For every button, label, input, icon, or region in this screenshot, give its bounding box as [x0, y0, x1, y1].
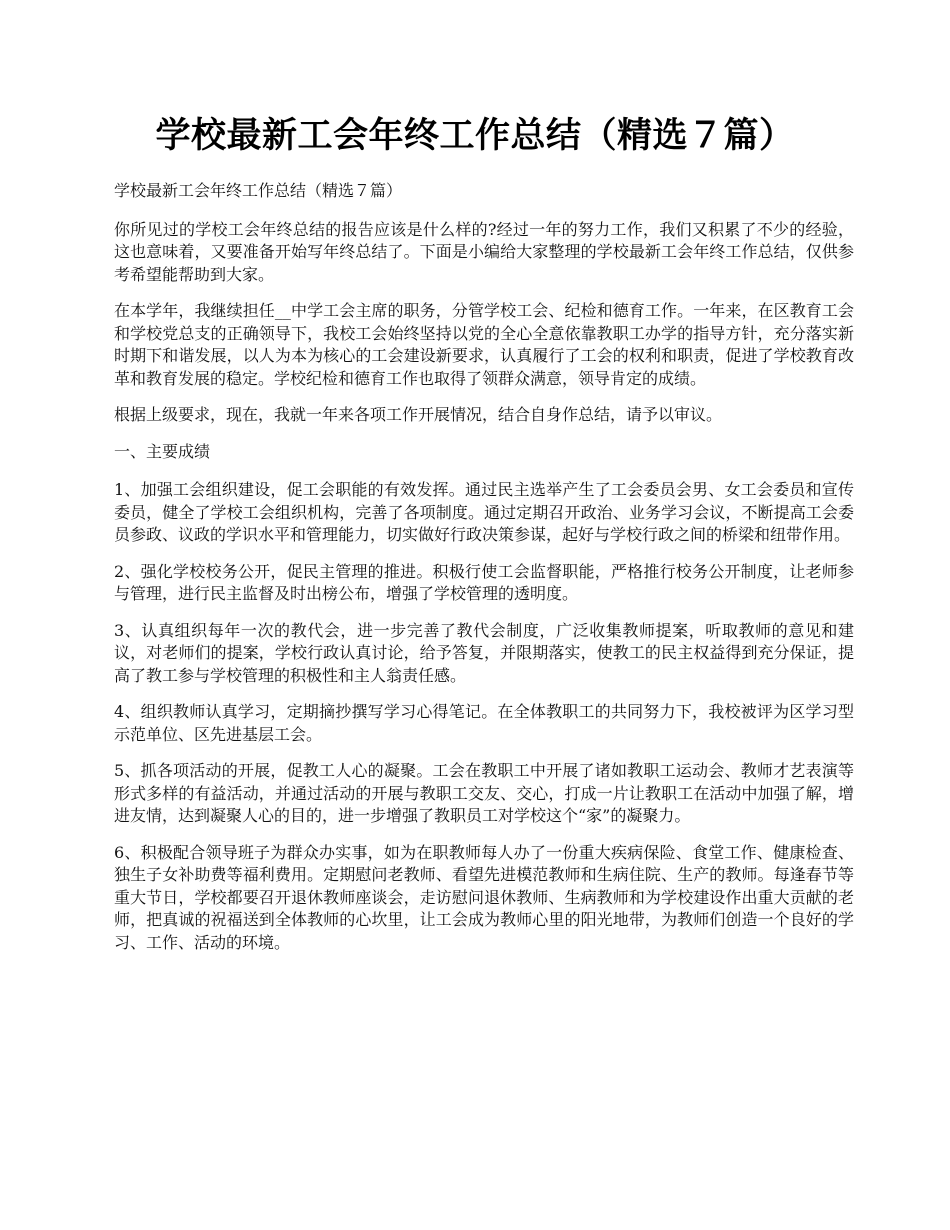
- document-subtitle: 学校最新工会年终工作总结（精选７篇）: [114, 181, 403, 200]
- achievement-item-5: 5、抓各项活动的开展，促教工人心的凝聚。工会在教职工中开展了诸如教职工运动会、教师才艺表演等形式多样的有益活动，并通过活动的开展与教职工交友、交心，打成一片让教职工在活动中加强了解，增进友情，达到凝聚人心的目的，进一步增强了教职员工对学校这个“家”的凝聚力。: [114, 761, 854, 825]
- achievement-item-2: 2、强化学校校务公开，促民主管理的推进。积极行使工会监督职能，严格推行校务公开制度，让老师参与管理，进行民主监督及时出榜公布，增强了学校管理的透明度。: [114, 561, 854, 603]
- overview-paragraph: 在本学年，我继续担任__中学工会主席的职务，分管学校工会、纪检和德育工作。一年来，在区教育工会和学校党总支的正确领导下，我校工会始终坚持以党的全心全意依靠教职工办学的指导方针，充分落实新时期下和谐发展，以人为本为核心的工会建设新要求，认真履行了工会的权利和职责，促进了学校教育改革和教育发展的稳定。学校纪检和德育工作也取得了领群众满意，领导肯定的成绩。: [114, 301, 854, 388]
- intro-paragraph: 你所见过的学校工会年终总结的报告应该是什么样的?经过一年的努力工作，我们又积累了不少的经验，这也意味着，又要准备开始写年终总结了。下面是小编给大家整理的学校最新工会年终工作总结，仅供参考希望能帮助到大家。: [114, 219, 854, 284]
- section-heading: 一、主要成绩: [114, 441, 211, 461]
- document-title: 学校最新工会年终工作总结（精选７篇）: [155, 115, 795, 156]
- document-body: [114, 180, 854, 968]
- achievement-item-1: 1、加强工会组织建设，促工会职能的有效发挥。通过民主选举产生了工会委员会男、女工会委员和宣传委员，健全了学校工会组织机构，完善了各项制度。通过定期召开政治、业务学习会议，不断提高工会委员参政、议政的学识水平和管理能力，切实做好行政决策参谋，起好与学校行政之间的桥梁和纽带作用。: [114, 480, 854, 544]
- achievement-item-3: 3、认真组织每年一次的教代会，进一步完善了教代会制度，广泛收集教师提案，听取教师的意见和建议，对老师们的提案，学校行政认真讨论，给予答复，并限期落实，使教工的民主权益得到充分保证，提高了教工参与学校管理的积极性和主人翁责任感。: [114, 620, 854, 685]
- achievement-item-4: 4、组织教师认真学习，定期摘抄撰写学习心得笔记。在全体教职工的共同努力下，我校被评为区学习型示范单位、区先进基层工会。: [114, 702, 854, 744]
- achievement-item-6: 6、积极配合领导班子为群众办实事，如为在职教师每人办了一份重大疾病保险、食堂工作、健康检查、独生子女补助费等福利费用。定期慰问老教师、看望先进模范教师和生病住院、生产的教师。每逢春节等重大节日，学校都要召开退休教师座谈会，走访慰问退休教师、生病教师和为学校建设作出重大贡献的老师，把真诚的祝福送到全体教师的心坎里，让工会成为教师心里的阳光地带，为教师们创造一个良好的学习、工作、活动的环境。: [114, 842, 854, 952]
- review-paragraph: 根据上级要求，现在，我就一年来各项工作开展情况，结合自身作总结，请予以审议。: [114, 405, 723, 424]
